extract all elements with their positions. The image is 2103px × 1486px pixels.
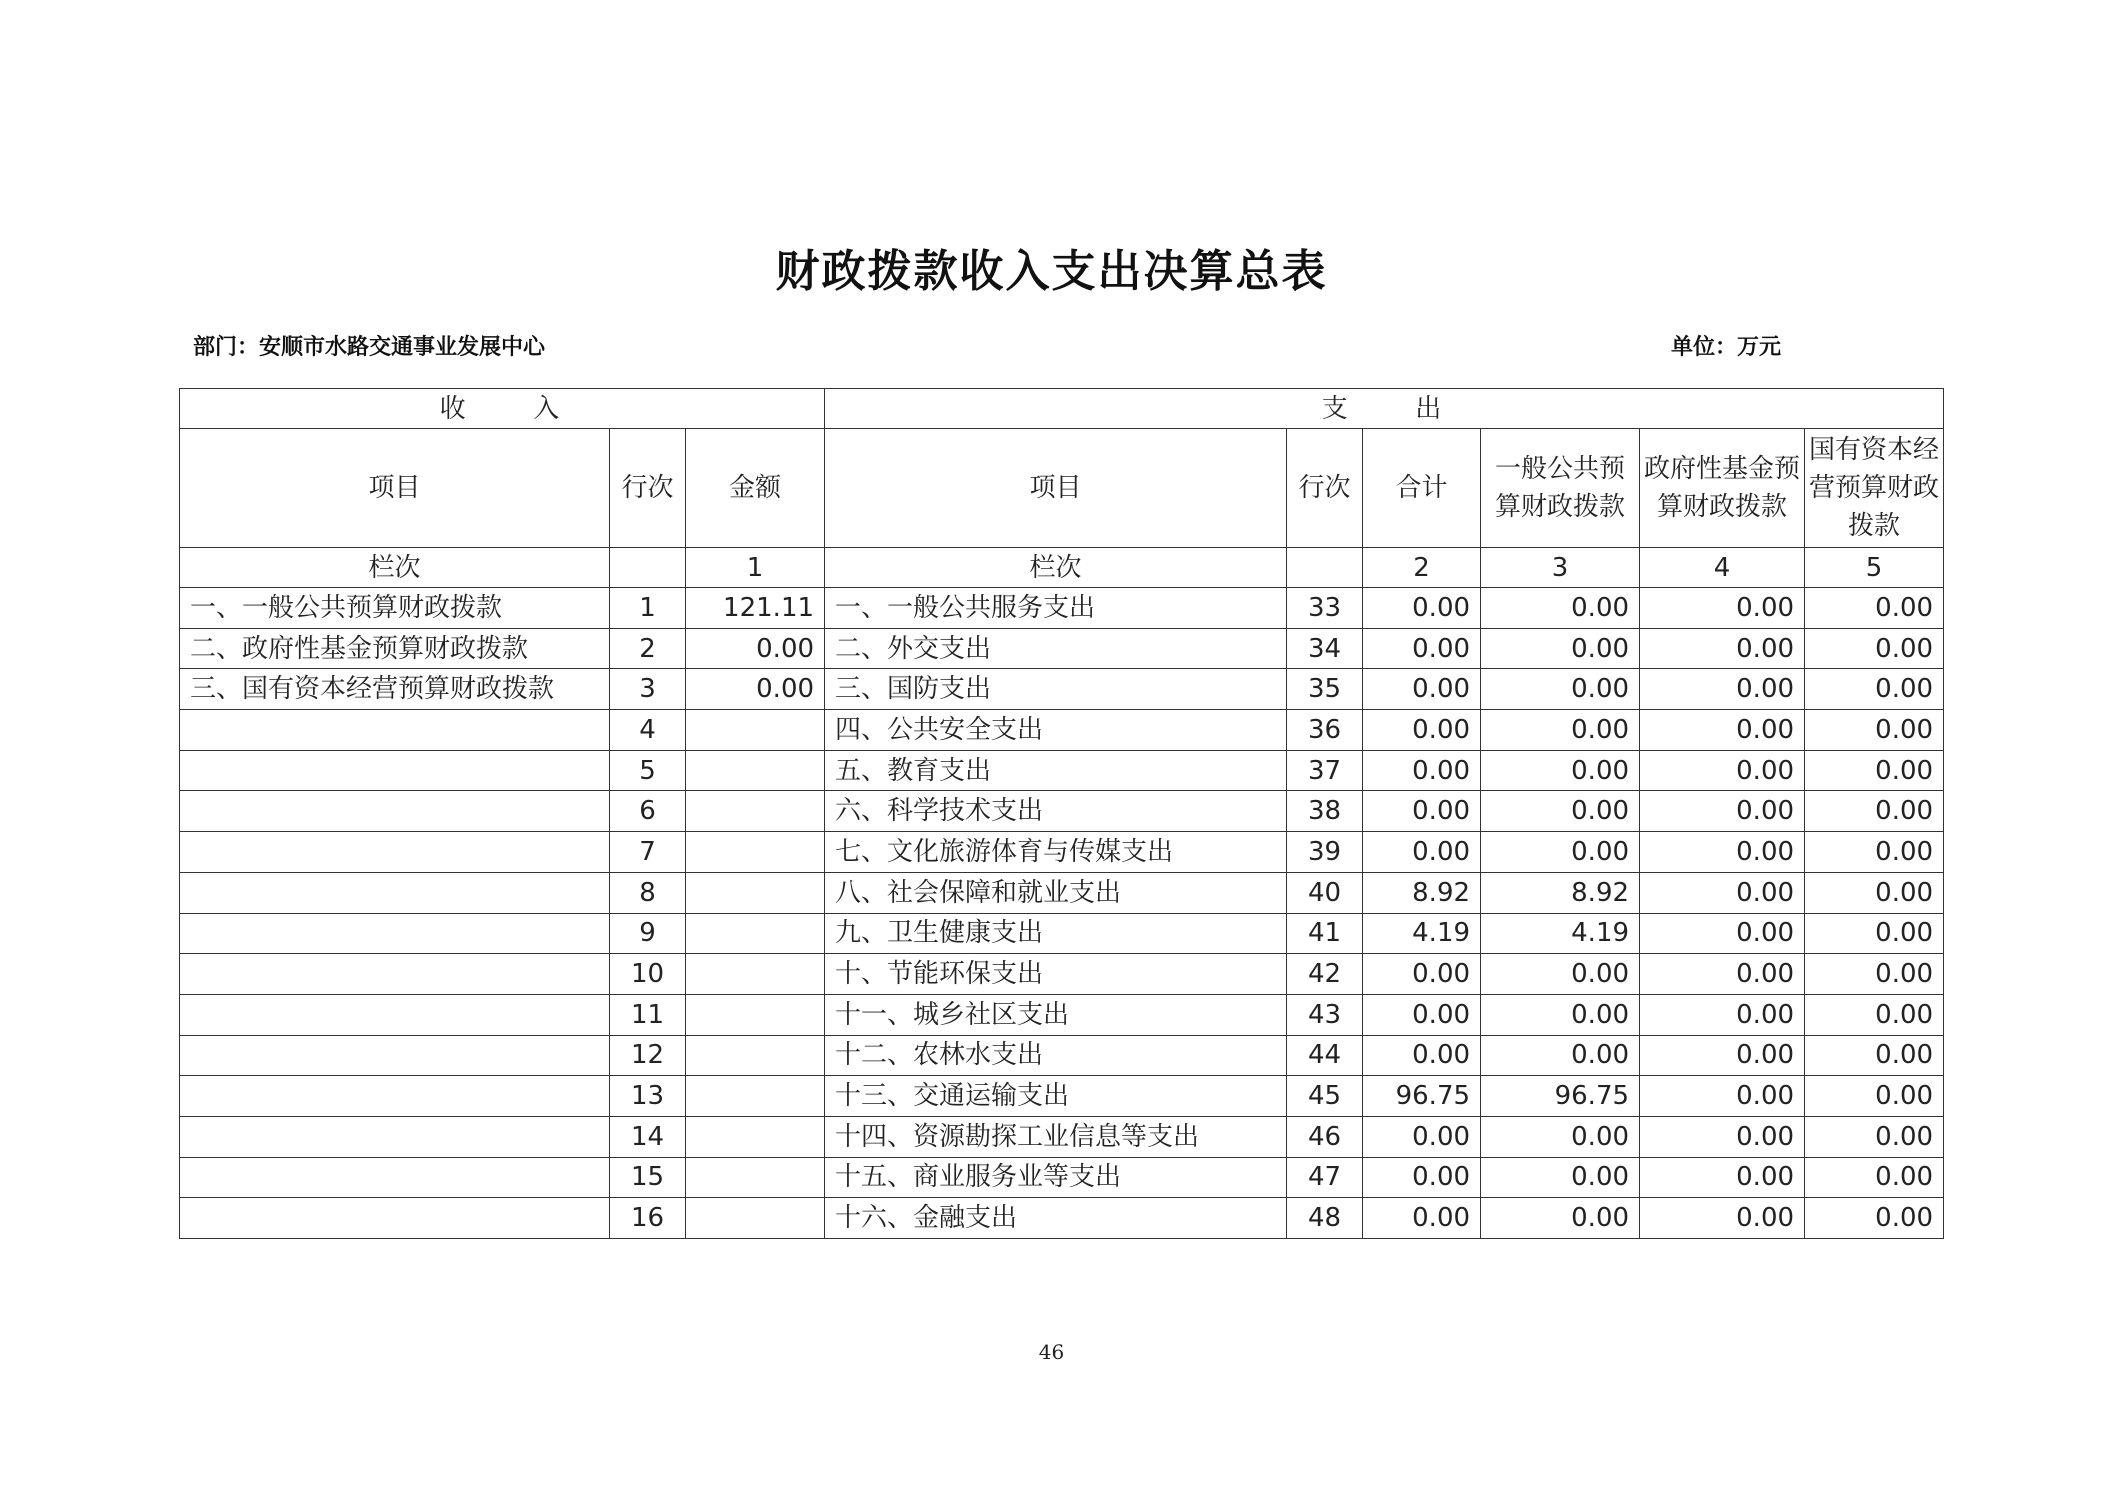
expense-row-cell: 44	[1287, 1035, 1363, 1076]
income-amount-cell	[686, 832, 825, 873]
general-budget-cell: 0.00	[1481, 994, 1640, 1035]
expense-row-cell: 48	[1287, 1198, 1363, 1239]
income-amount-cell	[686, 791, 825, 832]
table-row	[180, 994, 1944, 1035]
income-item-cell: 三、国有资本经营预算财政拨款	[180, 669, 610, 710]
gov-fund-cell: 0.00	[1640, 1198, 1805, 1239]
general-budget-cell: 0.00	[1481, 791, 1640, 832]
income-item-cell	[180, 1198, 610, 1239]
general-budget-cell: 0.00	[1481, 1198, 1640, 1239]
table-row	[180, 1116, 1944, 1157]
general-budget-cell: 0.00	[1481, 954, 1640, 995]
table-row	[180, 954, 1944, 995]
gov-fund-cell: 0.00	[1640, 1076, 1805, 1117]
income-item-cell	[180, 710, 610, 751]
table-row	[180, 913, 1944, 954]
income-amount-cell	[686, 994, 825, 1035]
gov-fund-cell: 0.00	[1640, 750, 1805, 791]
income-item-cell	[180, 791, 610, 832]
col-gov-fund: 政府性基金预算财政拨款	[1640, 429, 1805, 548]
gov-fund-cell: 0.00	[1640, 710, 1805, 751]
expense-row-cell: 33	[1287, 588, 1363, 629]
total-cell: 4.19	[1363, 913, 1481, 954]
expense-item-cell: 二、外交支出	[825, 628, 1287, 669]
table-row	[180, 1076, 1944, 1117]
table-row	[180, 669, 1944, 710]
department-label: 部门：安顺市水路交通事业发展中心	[193, 335, 546, 360]
income-item-cell	[180, 1157, 610, 1198]
expense-row-blank	[1287, 548, 1363, 588]
general-budget-cell: 0.00	[1481, 628, 1640, 669]
col-general-budget: 一般公共预算财政拨款	[1481, 429, 1640, 548]
gov-fund-cell: 0.00	[1640, 1157, 1805, 1198]
total-no: 2	[1363, 548, 1481, 588]
gov-fund-cell: 0.00	[1640, 628, 1805, 669]
total-cell: 96.75	[1363, 1076, 1481, 1117]
expense-row-cell: 39	[1287, 832, 1363, 873]
expense-row-cell: 37	[1287, 750, 1363, 791]
gov-fund-cell: 0.00	[1640, 791, 1805, 832]
income-amount-cell: 121.11	[686, 588, 825, 629]
gov-fund-cell: 0.00	[1640, 994, 1805, 1035]
income-row-cell: 11	[610, 994, 686, 1035]
general-budget-cell: 0.00	[1481, 832, 1640, 873]
state-no: 5	[1805, 548, 1944, 588]
income-row-cell: 10	[610, 954, 686, 995]
income-amount-cell	[686, 1198, 825, 1239]
income-row-cell: 9	[610, 913, 686, 954]
general-budget-cell: 0.00	[1481, 710, 1640, 751]
total-cell: 0.00	[1363, 588, 1481, 629]
income-row-cell: 7	[610, 832, 686, 873]
expense-row-cell: 46	[1287, 1116, 1363, 1157]
col-total: 合计	[1363, 429, 1481, 548]
gov-fund-cell: 0.00	[1640, 1116, 1805, 1157]
general-budget-cell: 4.19	[1481, 913, 1640, 954]
income-amount-cell	[686, 1116, 825, 1157]
income-row-cell: 14	[610, 1116, 686, 1157]
state-capital-cell: 0.00	[1805, 628, 1944, 669]
col-expense-row: 行次	[1287, 429, 1363, 548]
income-item-cell	[180, 1076, 610, 1117]
budget-table	[179, 388, 1944, 1239]
expense-item-cell: 一、一般公共服务支出	[825, 588, 1287, 629]
expense-item-cell: 十三、交通运输支出	[825, 1076, 1287, 1117]
income-row-cell: 1	[610, 588, 686, 629]
general-no: 3	[1481, 548, 1640, 588]
income-row-cell: 5	[610, 750, 686, 791]
state-capital-cell: 0.00	[1805, 791, 1944, 832]
state-capital-cell: 0.00	[1805, 1198, 1944, 1239]
income-row-cell: 13	[610, 1076, 686, 1117]
general-budget-cell: 96.75	[1481, 1076, 1640, 1117]
expense-row-cell: 34	[1287, 628, 1363, 669]
total-cell: 0.00	[1363, 994, 1481, 1035]
unit-label: 单位：万元	[1670, 335, 1781, 360]
expense-item-cell: 七、文化旅游体育与传媒支出	[825, 832, 1287, 873]
total-cell: 0.00	[1363, 750, 1481, 791]
total-cell: 0.00	[1363, 628, 1481, 669]
state-capital-cell: 0.00	[1805, 669, 1944, 710]
table-row	[180, 750, 1944, 791]
expense-row-cell: 45	[1287, 1076, 1363, 1117]
income-item-cell	[180, 913, 610, 954]
income-row-cell: 6	[610, 791, 686, 832]
state-capital-cell: 0.00	[1805, 1157, 1944, 1198]
gov-fund-cell: 0.00	[1640, 1035, 1805, 1076]
income-row-cell: 4	[610, 710, 686, 751]
income-row-cell: 3	[610, 669, 686, 710]
expense-row-cell: 47	[1287, 1157, 1363, 1198]
expense-item-cell: 十六、金融支出	[825, 1198, 1287, 1239]
col-income-item: 项目	[180, 429, 610, 548]
state-capital-cell: 0.00	[1805, 913, 1944, 954]
income-item-cell	[180, 1116, 610, 1157]
expense-row-cell: 40	[1287, 872, 1363, 913]
income-item-cell	[180, 1035, 610, 1076]
table-row	[180, 1035, 1944, 1076]
expense-item-cell: 十、节能环保支出	[825, 954, 1287, 995]
expense-item-cell: 十一、城乡社区支出	[825, 994, 1287, 1035]
expense-item-cell: 五、教育支出	[825, 750, 1287, 791]
state-capital-cell: 0.00	[1805, 750, 1944, 791]
column-number-row	[180, 548, 1944, 588]
total-cell: 0.00	[1363, 1116, 1481, 1157]
state-capital-cell: 0.00	[1805, 1076, 1944, 1117]
expense-item-cell: 六、科学技术支出	[825, 791, 1287, 832]
income-item-cell	[180, 872, 610, 913]
table-row	[180, 710, 1944, 751]
income-amount-cell	[686, 710, 825, 751]
expense-item-cell: 八、社会保障和就业支出	[825, 872, 1287, 913]
expense-row-cell: 41	[1287, 913, 1363, 954]
expense-item-cell: 四、公共安全支出	[825, 710, 1287, 751]
state-capital-cell: 0.00	[1805, 832, 1944, 873]
col-income-row: 行次	[610, 429, 686, 548]
state-capital-cell: 0.00	[1805, 994, 1944, 1035]
expense-item-cell: 十二、农林水支出	[825, 1035, 1287, 1076]
income-item-cell: 二、政府性基金预算财政拨款	[180, 628, 610, 669]
total-cell: 0.00	[1363, 1157, 1481, 1198]
income-label: 栏次	[180, 548, 610, 588]
state-capital-cell: 0.00	[1805, 1116, 1944, 1157]
total-cell: 0.00	[1363, 954, 1481, 995]
column-header-row	[180, 429, 1944, 548]
general-budget-cell: 0.00	[1481, 1116, 1640, 1157]
income-item-cell	[180, 954, 610, 995]
total-cell: 8.92	[1363, 872, 1481, 913]
gov-fund-no: 4	[1640, 548, 1805, 588]
income-amount-cell: 0.00	[686, 669, 825, 710]
income-item-cell	[180, 832, 610, 873]
general-budget-cell: 0.00	[1481, 1157, 1640, 1198]
income-item-cell	[180, 750, 610, 791]
income-amount-cell	[686, 913, 825, 954]
expense-row-cell: 38	[1287, 791, 1363, 832]
total-cell: 0.00	[1363, 791, 1481, 832]
income-row-cell: 12	[610, 1035, 686, 1076]
gov-fund-cell: 0.00	[1640, 669, 1805, 710]
table-row	[180, 1198, 1944, 1239]
expense-item-cell: 十四、资源勘探工业信息等支出	[825, 1116, 1287, 1157]
meta-row	[193, 330, 1781, 362]
expense-row-cell: 36	[1287, 710, 1363, 751]
table-row	[180, 1157, 1944, 1198]
state-capital-cell: 0.00	[1805, 954, 1944, 995]
expense-item-cell: 十五、商业服务业等支出	[825, 1157, 1287, 1198]
expense-label: 栏次	[825, 548, 1287, 588]
expense-row-cell: 35	[1287, 669, 1363, 710]
total-cell: 0.00	[1363, 669, 1481, 710]
income-row-cell: 8	[610, 872, 686, 913]
income-amount-cell	[686, 872, 825, 913]
income-amount-cell	[686, 954, 825, 995]
gov-fund-cell: 0.00	[1640, 913, 1805, 954]
income-group-header: 收 入	[180, 389, 825, 429]
gov-fund-cell: 0.00	[1640, 954, 1805, 995]
table-row	[180, 832, 1944, 873]
income-amount-cell	[686, 750, 825, 791]
table-row	[180, 628, 1944, 669]
gov-fund-cell: 0.00	[1640, 588, 1805, 629]
general-budget-cell: 0.00	[1481, 588, 1640, 629]
state-capital-cell: 0.00	[1805, 872, 1944, 913]
gov-fund-cell: 0.00	[1640, 872, 1805, 913]
total-cell: 0.00	[1363, 832, 1481, 873]
income-row-cell: 2	[610, 628, 686, 669]
general-budget-cell: 8.92	[1481, 872, 1640, 913]
state-capital-cell: 0.00	[1805, 1035, 1944, 1076]
general-budget-cell: 0.00	[1481, 669, 1640, 710]
expense-item-cell: 三、国防支出	[825, 669, 1287, 710]
income-amount-cell: 0.00	[686, 628, 825, 669]
expense-row-cell: 42	[1287, 954, 1363, 995]
table-row	[180, 588, 1944, 629]
expense-item-cell: 九、卫生健康支出	[825, 913, 1287, 954]
income-row-cell: 16	[610, 1198, 686, 1239]
col-state-capital: 国有资本经营预算财政拨款	[1805, 429, 1944, 548]
group-header-row	[180, 389, 1944, 429]
state-capital-cell: 0.00	[1805, 710, 1944, 751]
general-budget-cell: 0.00	[1481, 750, 1640, 791]
table-row	[180, 791, 1944, 832]
expense-group-header: 支 出	[825, 389, 1944, 429]
total-cell: 0.00	[1363, 1198, 1481, 1239]
income-amount-no: 1	[686, 548, 825, 588]
col-expense-item: 项目	[825, 429, 1287, 548]
total-cell: 0.00	[1363, 710, 1481, 751]
total-cell: 0.00	[1363, 1035, 1481, 1076]
income-amount-cell	[686, 1035, 825, 1076]
expense-row-cell: 43	[1287, 994, 1363, 1035]
income-item-cell	[180, 994, 610, 1035]
income-amount-cell	[686, 1076, 825, 1117]
table-row	[180, 872, 1944, 913]
general-budget-cell: 0.00	[1481, 1035, 1640, 1076]
page-number: 46	[1038, 1340, 1065, 1364]
income-amount-cell	[686, 1157, 825, 1198]
income-item-cell: 一、一般公共预算财政拨款	[180, 588, 610, 629]
income-row-blank	[610, 548, 686, 588]
page-title: 财政拨款收入支出决算总表	[775, 246, 1328, 297]
gov-fund-cell: 0.00	[1640, 832, 1805, 873]
income-row-cell: 15	[610, 1157, 686, 1198]
state-capital-cell: 0.00	[1805, 588, 1944, 629]
col-income-amount: 金额	[686, 429, 825, 548]
